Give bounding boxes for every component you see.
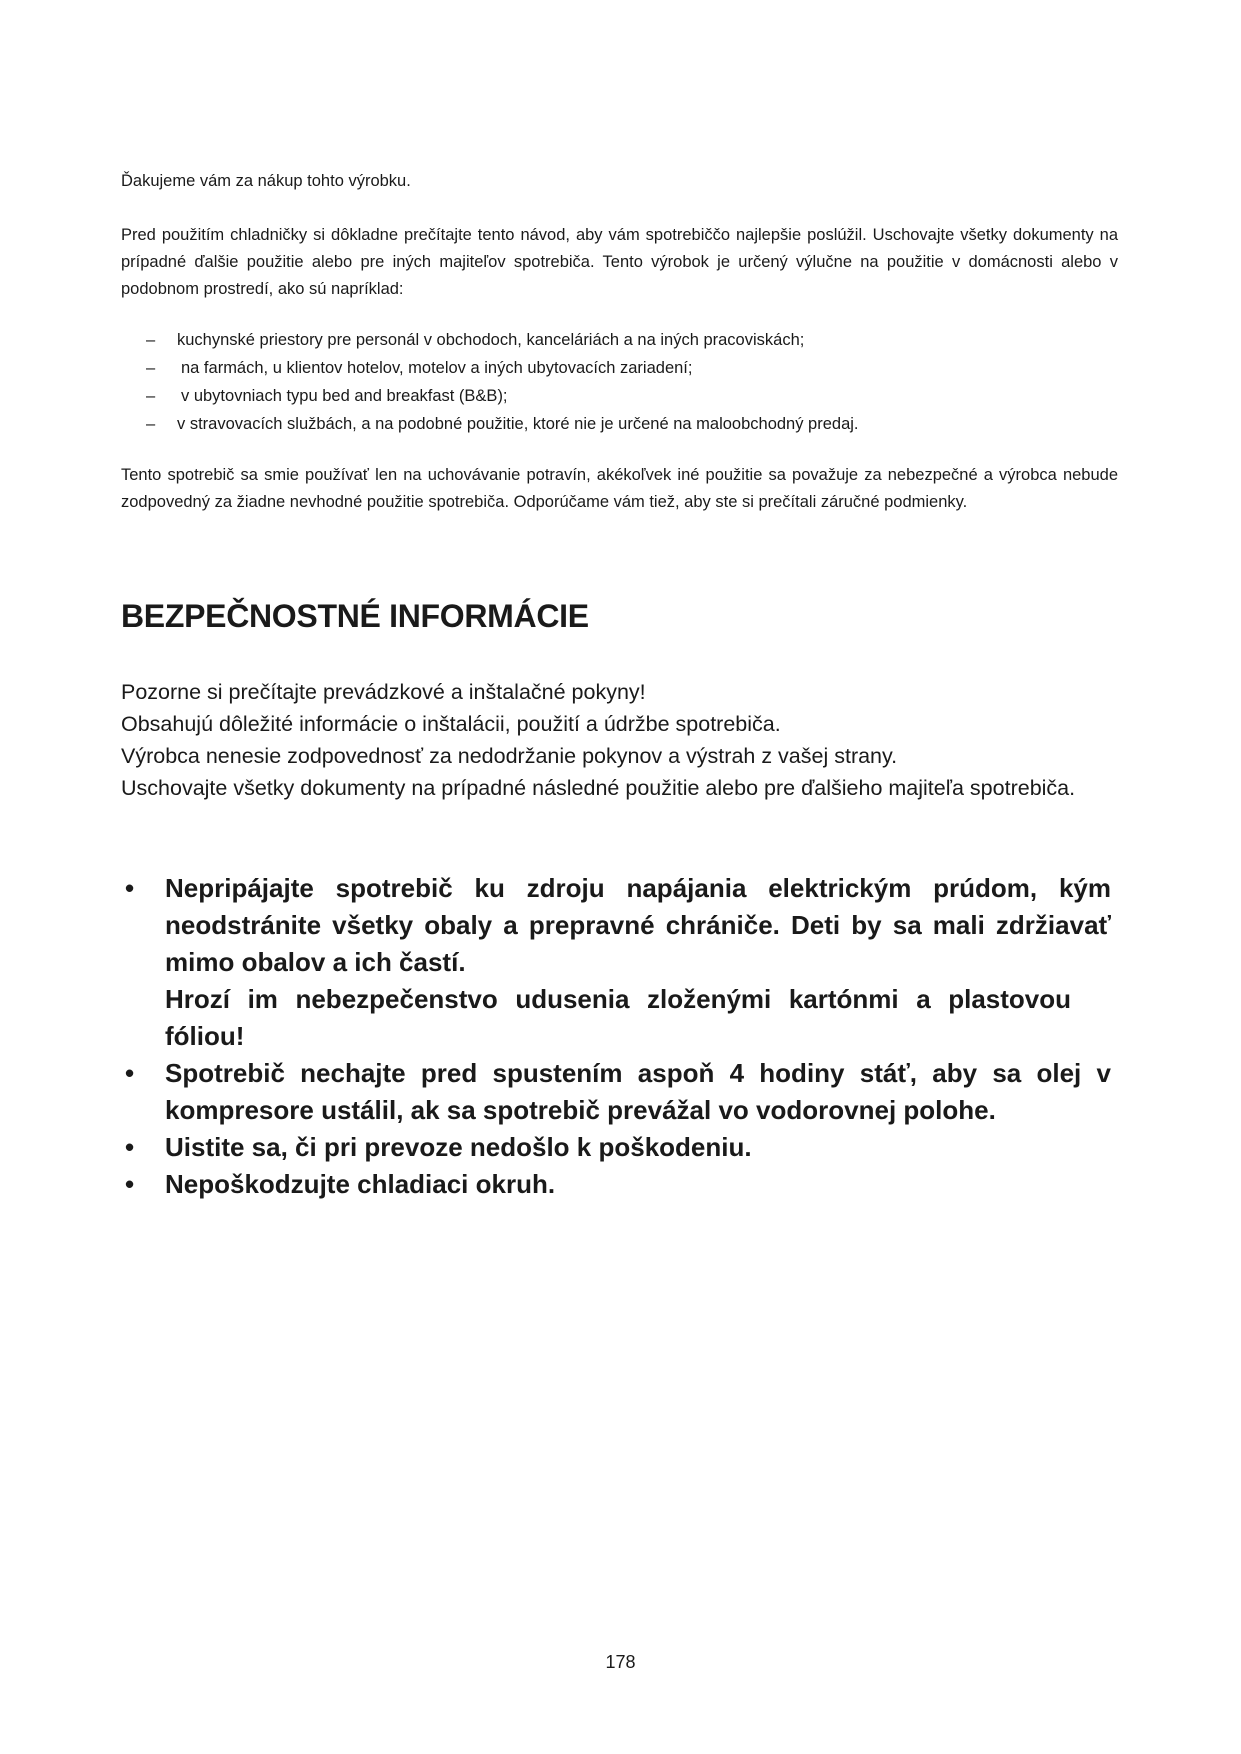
bullet-text: Spotrebič nechajte pred spustením aspoň 4 hodiny stáť, aby sa olej v kompresore ustálil, ak sa spotrebič prevážal vo vodorovnej polohe. bbox=[165, 1058, 1111, 1125]
safety-bullets bbox=[121, 870, 1111, 1203]
list-item bbox=[121, 354, 1118, 382]
bullet-text-extra: Hrozí im nebezpečenstvo udusenia zloženými kartónmi a plastovou fóliou! bbox=[165, 984, 1071, 1051]
bullet-icon: • bbox=[125, 1169, 135, 1199]
safety-line: Uschovajte všetky dokumenty na prípadné následné použitie alebo pre ďalšieho majiteľa spotrebiča. bbox=[121, 776, 1076, 800]
thanks-text: Ďakujeme vám za nákup tohto výrobku. bbox=[121, 172, 411, 190]
usage-paragraph: Tento spotrebič sa smie používať len na uchovávanie potravín, akékoľvek iné použitie sa považuje za nebezpečné a výrobca nebude zodpovedný za žiadne nevhodné použitie spotrebiča. Odporúčame vám tiež, aby ste si prečítali záručné podmienky. bbox=[121, 466, 1118, 511]
bullet-icon: • bbox=[125, 873, 135, 903]
list-item-text: v stravovacích službách, a na podobné použitie, ktoré nie je určené na maloobchodný predaj. bbox=[177, 415, 859, 433]
bullet-item bbox=[121, 870, 1111, 1055]
safety-line: Výrobca nenesie zodpovednosť za nedodržanie pokynov a výstrah z vašej strany. bbox=[121, 744, 898, 768]
bullet-icon: • bbox=[125, 1132, 135, 1162]
list-item bbox=[121, 410, 1118, 438]
dash: – bbox=[146, 331, 156, 349]
safety-intro bbox=[121, 676, 1134, 804]
list-item bbox=[121, 382, 1118, 410]
bullet-item bbox=[121, 1129, 1111, 1166]
page-number: 178 bbox=[605, 1652, 636, 1672]
list-item-text: na farmách, u klientov hotelov, motelov a iných ubytovacích zariadení; bbox=[181, 359, 693, 377]
dash: – bbox=[146, 415, 156, 433]
bullet-text: Nepoškodzujte chladiaci okruh. bbox=[165, 1169, 556, 1199]
dash: – bbox=[146, 387, 156, 405]
list-item bbox=[121, 326, 1118, 354]
dash: – bbox=[146, 359, 156, 377]
list-item-text: kuchynské priestory pre personál v obchodoch, kanceláriách a na iných pracoviskách; bbox=[177, 331, 805, 349]
safety-line: Pozorne si prečítajte prevádzkové a inštalačné pokyny! bbox=[121, 680, 646, 704]
safety-line: Obsahujú dôležité informácie o inštalácii, použití a údržbe spotrebiča. bbox=[121, 712, 781, 736]
bullet-text: Nepripájajte spotrebič ku zdroju napájania elektrickým prúdom, kým neodstránite všetky obaly a prepravné chrániče. Deti by sa mali zdržiavať mimo obalov a ich častí. bbox=[165, 873, 1111, 977]
intro-paragraph: Pred použitím chladničky si dôkladne prečítajte tento návod, aby vám spotrebiččo najlepšie poslúžil. Uschovajte všetky dokumenty na prípadné ďalšie použitie alebo pre iných majiteľov spotrebiča. Tento výrobok je určený výlučne na použitie v domácnosti alebo v podobnom prostredí, ako sú napríklad: bbox=[121, 226, 1118, 298]
bullet-icon: • bbox=[125, 1058, 135, 1088]
bullet-item bbox=[121, 1055, 1111, 1129]
section-heading: BEZPEČNOSTNÉ INFORMÁCIE bbox=[121, 598, 589, 634]
usage-list bbox=[121, 326, 1118, 438]
bullet-text: Uistite sa, či pri prevoze nedošlo k poškodeniu. bbox=[165, 1132, 752, 1162]
bullet-item bbox=[121, 1166, 1111, 1203]
list-item-text: v ubytovniach typu bed and breakfast (B&B); bbox=[181, 387, 508, 405]
